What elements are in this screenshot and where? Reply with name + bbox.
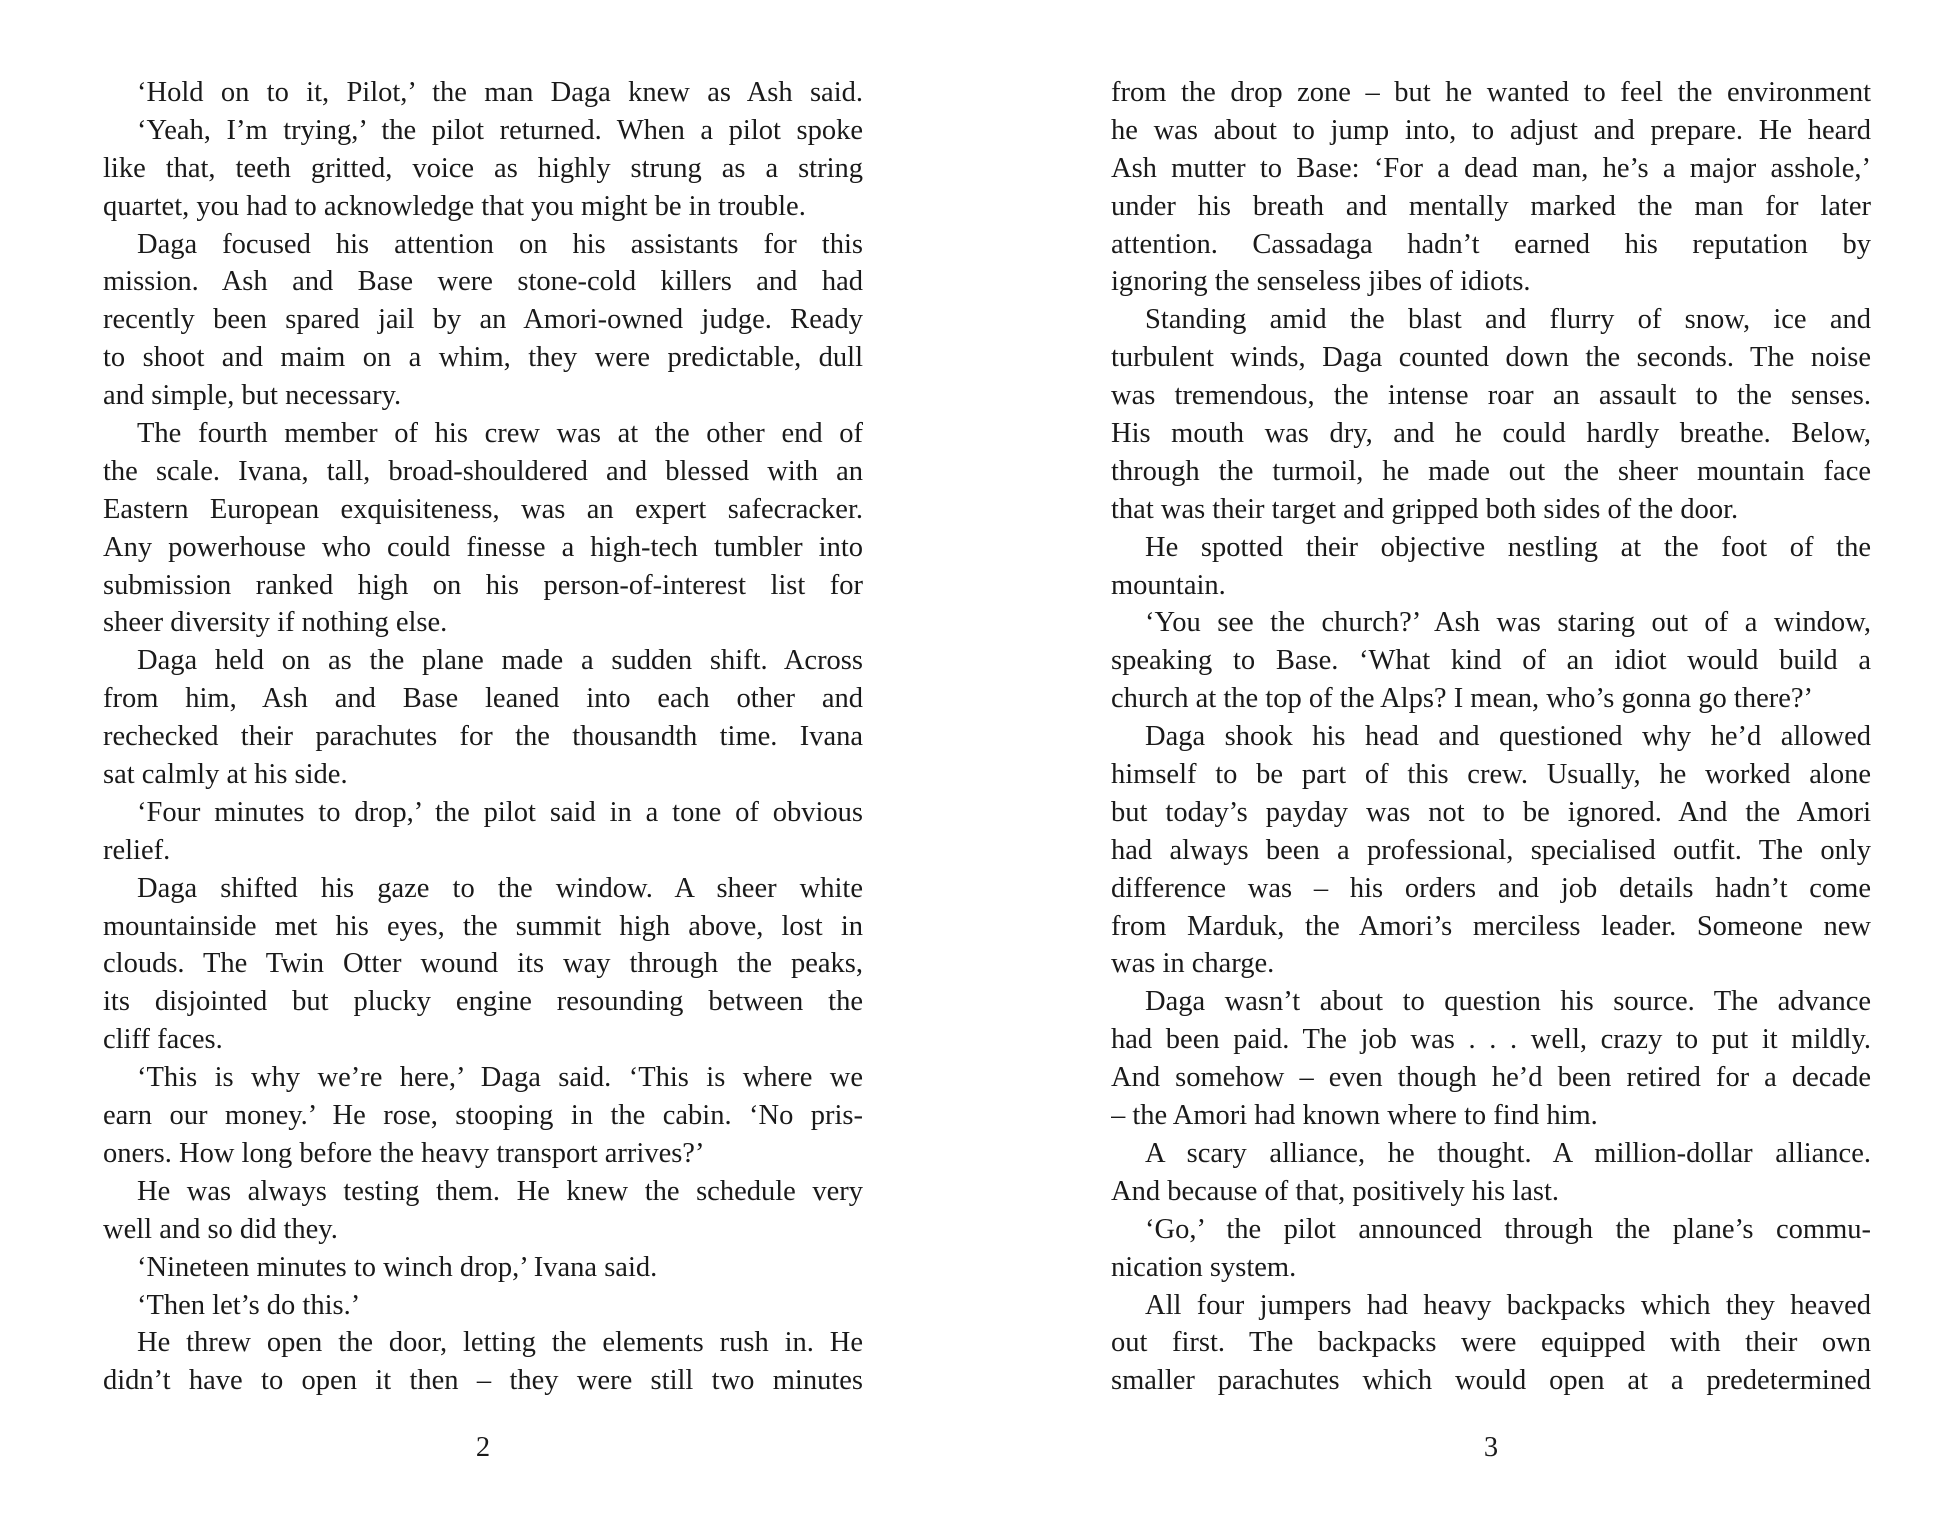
text-line: ignoring the senseless jibes of idiots. [1111, 266, 1531, 298]
text-line: All four jumpers had heavy backpacks which they heaved [1145, 1289, 1871, 1321]
text-line: turbulent winds, Daga counted down the seconds. The noise [1111, 342, 1871, 374]
text-line: mission. Ash and Base were stone-cold killers and had [103, 266, 863, 298]
text-line: to shoot and maim on a whim, they were predictable, dull [103, 342, 863, 374]
text-line: recently been spared jail by an Amori-owned judge. Ready [103, 304, 863, 336]
page-number: 3 [1483, 1432, 1499, 1463]
text-line: himself to be part of this crew. Usually, he worked alone [1111, 759, 1871, 791]
text-line: He threw open the door, letting the elements rush in. He [137, 1327, 863, 1359]
text-line: Daga focused his attention on his assistants for this [137, 228, 863, 260]
text-line: submission ranked high on his person-of-interest list for [103, 569, 863, 601]
text-line: And somehow – even though he’d been retired for a decade [1111, 1062, 1871, 1094]
text-line: speaking to Base. ‘What kind of an idiot would build a [1111, 645, 1871, 677]
text-line: attention. Cassadaga hadn’t earned his reputation by [1111, 228, 1871, 260]
text-line: Standing amid the blast and flurry of snow, ice and [1145, 304, 1871, 336]
text-line: Daga wasn’t about to question his source. The advance [1145, 986, 1871, 1018]
text-line: from him, Ash and Base leaned into each other and [103, 683, 863, 715]
text-line: was tremendous, the intense roar an assault to the senses. [1111, 380, 1871, 412]
text-line: clouds. The Twin Otter wound its way through the peaks, [103, 948, 863, 980]
text-line: the scale. Ivana, tall, broad-shouldered and blessed with an [103, 455, 863, 487]
text-line: cliff faces. [103, 1024, 223, 1056]
text-line: but today’s payday was not to be ignored. And the Amori [1111, 796, 1871, 828]
text-line: A scary alliance, he thought. A million-dollar alliance. [1145, 1137, 1871, 1169]
text-line: Daga shifted his gaze to the window. A sheer white [137, 872, 863, 904]
text-line: oners. How long before the heavy transport arrives?’ [103, 1137, 705, 1169]
text-line: ‘Hold on to it, Pilot,’ the man Daga knew as Ash said. [137, 77, 863, 108]
text-line: mountainside met his eyes, the summit high above, lost in [103, 910, 863, 942]
text-line: ‘Yeah, I’m trying,’ the pilot returned. When a pilot spoke [137, 114, 863, 146]
text-line: well and so did they. [103, 1213, 338, 1245]
text-line: through the turmoil, he made out the sheer mountain face [1111, 455, 1871, 487]
text-line: His mouth was dry, and he could hardly breathe. Below, [1111, 418, 1871, 450]
text-line: sheer diversity if nothing else. [103, 607, 448, 639]
text-line: ‘Four minutes to drop,’ the pilot said in a tone of obvious [137, 796, 863, 828]
text-line: He spotted their objective nestling at the foot of the [1145, 531, 1871, 563]
text-line: difference was – his orders and job details hadn’t come [1111, 872, 1871, 904]
text-line: And because of that, positively his last. [1111, 1175, 1559, 1207]
text-line: nication system. [1111, 1251, 1297, 1283]
text-line: ‘Go,’ the pilot announced through the plane’s commu- [1145, 1213, 1871, 1245]
text-line: had been paid. The job was . . . well, crazy to put it mildly. [1111, 1024, 1871, 1056]
text-line: he was about to jump into, to adjust and prepare. He heard [1111, 114, 1871, 146]
text-line: that was their target and gripped both sides of the door. [1111, 493, 1739, 525]
text-line: ‘Then let’s do this.’ [137, 1289, 361, 1321]
left-page [103, 74, 863, 1463]
text-line: quartet, you had to acknowledge that you might be in trouble. [103, 190, 806, 222]
text-line: out first. The backpacks were equipped with their own [1111, 1327, 1871, 1359]
text-line: rechecked their parachutes for the thousandth time. Ivana [103, 721, 863, 753]
text-line: Ash mutter to Base: ‘For a dead man, he’s a major asshole,’ [1111, 152, 1871, 184]
text-line: smaller parachutes which would open at a predetermined [1111, 1365, 1871, 1397]
text-line: He was always testing them. He knew the schedule very [137, 1175, 863, 1207]
text-line: earn our money.’ He rose, stooping in the cabin. ‘No pris- [103, 1100, 863, 1132]
text-line: Daga held on as the plane made a sudden shift. Across [137, 645, 863, 677]
right-page [1111, 74, 1871, 1463]
text-line: under his breath and mentally marked the man for later [1111, 190, 1871, 222]
text-line: didn’t have to open it then – they were still two minutes [103, 1365, 863, 1397]
text-line: like that, teeth gritted, voice as highly strung as a string [103, 152, 863, 184]
right-page-text [1111, 74, 1871, 1400]
text-line: mountain. [1111, 569, 1226, 601]
text-line: Any powerhouse who could finesse a high-tech tumbler into [103, 531, 863, 563]
text-line: – the Amori had known where to find him. [1111, 1100, 1598, 1132]
text-line: Daga shook his head and questioned why he’d allowed [1145, 721, 1871, 753]
text-line: Eastern European exquisiteness, was an expert safecracker. [103, 493, 863, 525]
text-line: ‘Nineteen minutes to winch drop,’ Ivana said. [137, 1251, 658, 1283]
text-line: relief. [103, 834, 171, 866]
text-line: was in charge. [1111, 948, 1275, 980]
text-line: ‘This is why we’re here,’ Daga said. ‘This is where we [137, 1062, 863, 1094]
page-number: 2 [475, 1432, 491, 1463]
text-line: church at the top of the Alps? I mean, who’s gonna go there?’ [1111, 683, 1813, 715]
text-line: had always been a professional, specialised outfit. The only [1111, 834, 1871, 866]
text-line: and simple, but necessary. [103, 380, 402, 412]
text-line: from Marduk, the Amori’s merciless leader. Someone new [1111, 910, 1871, 942]
text-line: The fourth member of his crew was at the other end of [137, 418, 863, 450]
text-line: ‘You see the church?’ Ash was staring out of a window, [1145, 607, 1871, 639]
text-line: from the drop zone – but he wanted to feel the environment [1111, 77, 1871, 108]
left-page-text [103, 74, 863, 1400]
text-line: its disjointed but plucky engine resounding between the [103, 986, 863, 1018]
text-line: sat calmly at his side. [103, 759, 348, 791]
